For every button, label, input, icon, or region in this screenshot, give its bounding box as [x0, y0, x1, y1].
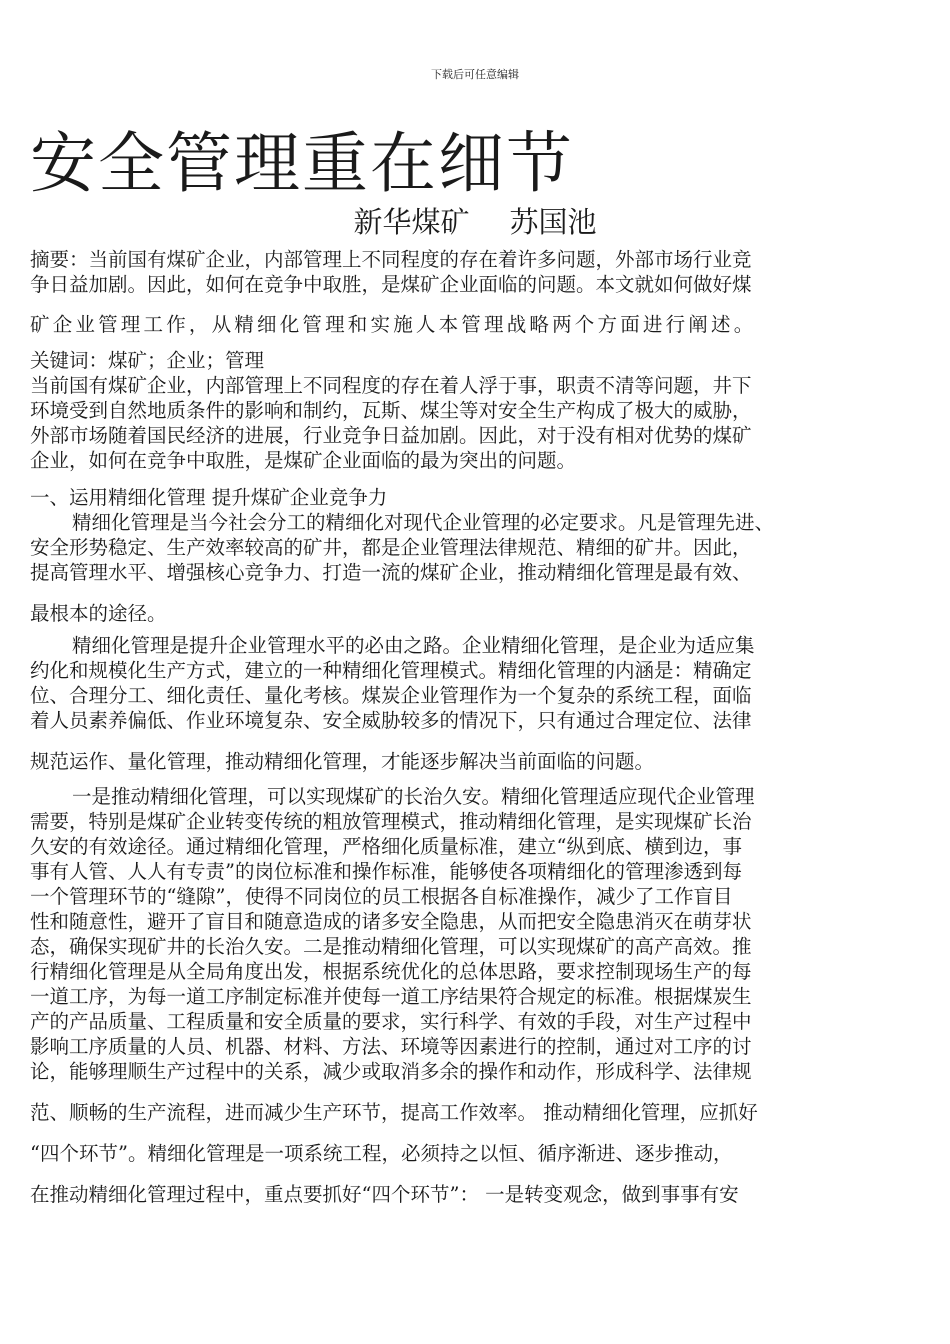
paragraph-line: 一道工序，为每一道工序制定标准并使每一道工序结果符合规定的标准。根据煤炭生	[30, 985, 752, 1008]
paragraph-line: 在推动精细化管理过程中，重点要抓好“四个环节”： 一是转变观念，做到事事有安	[30, 1183, 739, 1206]
paragraph-line: 环境受到自然地质条件的影响和制约，瓦斯、煤尘等对安全生产构成了极大的威胁，	[30, 399, 752, 422]
author-organization: 新华煤矿	[353, 205, 470, 239]
section-heading	[30, 485, 890, 510]
paragraph-line: 影响工序质量的人员、机器、材料、方法、环境等因素进行的控制，通过对工序的讨	[30, 1035, 752, 1058]
paragraph-line: 论，能够理顺生产过程中的关系，减少或取消多余的操作和动作，形成科学、法律规	[30, 1060, 752, 1083]
paragraph-line: 态，确保实现矿井的长治久安。二是推动精细化管理，可以实现煤矿的高产高效。推	[30, 935, 752, 958]
paragraph-line: 安全形势稳定、生产效率较高的矿井，都是企业管理法律规范、精细的矿井。因此，	[30, 536, 752, 559]
abstract	[30, 247, 890, 337]
paragraph-line: 约化和规模化生产方式，建立的一种精细化管理模式。精细化管理的内涵是：精确定	[30, 659, 752, 682]
paragraph-2	[30, 633, 890, 774]
document-title: 安全管理重在细节	[30, 125, 574, 202]
abstract-line: 争日益加剧。因此，如何在竞争中取胜，是煤矿企业面临的问题。本文就如何做好煤	[30, 273, 752, 296]
keywords-line: 关键词：煤矿；企业；管理	[30, 349, 265, 372]
paragraph-line: 性和随意性，避开了盲目和随意造成的诸多安全隐患，从而把安全隐患消灭在萌芽状	[30, 910, 752, 933]
paragraph-line: 最根本的途径。	[30, 602, 167, 625]
paragraph-1	[30, 510, 890, 626]
paragraph-line: 提高管理水平、增强核心竞争力、打造一流的煤矿企业，推动精细化管理是最有效、	[30, 561, 752, 584]
abstract-line: 矿企业管理工作，从精细化管理和实施人本管理战略两个方面进行阐述。	[30, 313, 757, 336]
author-line	[0, 202, 950, 242]
header-note: 下载后可任意编辑	[431, 68, 519, 81]
paragraph-line: 产的产品质量、工程质量和安全质量的要求，实行科学、有效的手段，对生产过程中	[30, 1010, 752, 1033]
paragraph-line: 一是推动精细化管理，可以实现煤矿的长治久安。精细化管理适应现代企业管理	[72, 785, 755, 808]
paragraph-line: 外部市场随着国民经济的进展，行业竞争日益加剧。因此，对于没有相对优势的煤矿	[30, 424, 752, 447]
paragraph-line: 精细化管理是提升企业管理水平的必由之路。企业精细化管理，是企业为适应集	[72, 634, 755, 657]
paragraph-line: 一个管理环节的“缝隙”，使得不同岗位的员工根据各自标准操作，减少了工作盲目	[30, 885, 733, 908]
paragraph-line: 企业，如何在竞争中取胜，是煤矿企业面临的最为突出的问题。	[30, 449, 577, 472]
section-heading-text: 一、运用精细化管理 提升煤矿企业竞争力	[30, 486, 388, 509]
keywords	[30, 348, 890, 373]
paragraph-line: 事有人管、人人有专责”的岗位标准和操作标准，能够使各项精细化的管理渗透到每	[30, 860, 742, 883]
paragraph-line: 精细化管理是当今社会分工的精细化对现代企业管理的必定要求。凡是管理先进、	[72, 511, 775, 534]
paragraph-line: 需要，特别是煤矿企业转变传统的粗放管理模式，推动精细化管理，是实现煤矿长治	[30, 810, 752, 833]
intro-paragraph	[30, 373, 890, 473]
paragraph-line: 行精细化管理是从全局角度出发，根据系统优化的总体思路，要求控制现场生产的每	[30, 960, 752, 983]
paragraph-line: 位、合理分工、细化责任、量化考核。煤炭企业管理作为一个复杂的系统工程，面临	[30, 684, 752, 707]
paragraph-line: 范、顺畅的生产流程，进而减少生产环节，提高工作效率。 推动精细化管理，应抓好	[30, 1101, 758, 1124]
paragraph-line: 着人员素养偏低、作业环境复杂、安全威胁较多的情况下，只有通过合理定位、法律	[30, 709, 752, 732]
paragraph-line: 当前国有煤矿企业，内部管理上不同程度的存在着人浮于事，职责不清等问题，井下	[30, 374, 752, 397]
paragraph-line: 规范运作、量化管理，推动精细化管理，才能逐步解决当前面临的问题。	[30, 750, 655, 773]
abstract-line: 摘要：当前国有煤矿企业，内部管理上不同程度的存在着许多问题，外部市场行业竞	[30, 248, 752, 271]
author-name: 苏国池	[509, 205, 597, 239]
paragraph-3	[30, 784, 890, 1207]
paragraph-line: 久安的有效途径。通过精细化管理，严格细化质量标准，建立“纵到底、横到边，事	[30, 835, 742, 858]
paragraph-line: “四个环节”。精细化管理是一项系统工程，必须持之以恒、循序渐进、逐步推动，	[30, 1142, 733, 1165]
